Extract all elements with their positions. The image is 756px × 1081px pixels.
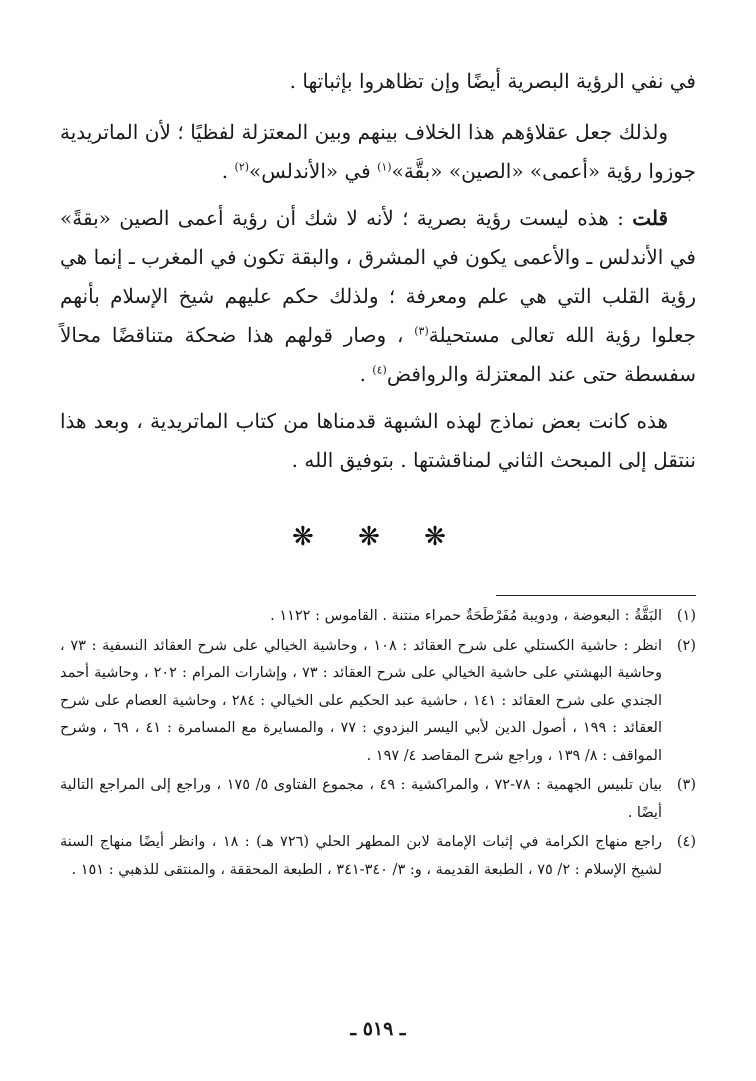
paragraph-4-text: هذه كانت بعض نماذج لهذه الشبهة قدمناها من كتاب الماتريدية ، وبعد هذا ننتقل إلى المبحث الثاني لمناقشتها . بتوفيق الله .	[60, 409, 696, 472]
paragraph-2-mid: في «الأندلس»	[249, 159, 378, 183]
footnote-ref-3[interactable]: (٣)	[414, 324, 429, 338]
footnotes	[60, 603, 696, 886]
footnote-3	[60, 772, 696, 827]
paragraph-2-end: .	[221, 159, 235, 183]
page-body	[60, 62, 696, 552]
section-separator: ❋ ❋ ❋	[292, 522, 464, 552]
footnote-number: (١)	[676, 608, 696, 624]
paragraph-1	[60, 62, 696, 101]
footnote-ref-4[interactable]: (٤)	[372, 363, 387, 377]
footnote-number: (٣)	[676, 777, 696, 793]
footnote-text: البَقَّةُ : البعوضة ، ودويبة مُفَرْطَحَةٌ حمراء منتنة . القاموس : ١١٢٢ .	[270, 608, 662, 624]
paragraph-2	[60, 113, 696, 191]
paragraph-2-text: ولذلك جعل عقلاؤهم هذا الخلاف بينهم وبين المعتزلة لفظيًا ؛ لأن الماتريدية جوزوا رؤية «أعمى» «الصين» «بقَّة»	[60, 120, 696, 183]
footnote-text: انظر : حاشية الكستلي على شرح العقائد : ١٠٨ ، وحاشية الخيالي على شرح العقائد النسفية : ٧٣ ، وحاشية البهشتي على حاشية الخيالي على شرح العقائد : ٧٣ ، وإشارات المرام : ٢٠٢ ، وحاشية أحمد الجندي على شرح العقائد : ١٤١ ، حاشية عبد الحكيم على الخيالي : ٢٨٤ ، وحاشية العصام على شرح العقائد : ١٩٩ ، أصول الدين لأبي اليسر البزدوي : ٧٧ ، والمسايرة مع المسامرة : ٤١ ، ٦٩ ، وشرح المواقف : ٨/ ١٣٩ ، وراجع شرح المقاصد ٤/ ١٩٧ .	[60, 637, 663, 764]
paragraph-3-lead: قلت	[632, 206, 669, 230]
footnote-ref-2[interactable]: (٢)	[234, 160, 250, 174]
paragraph-3-mid: ، وصار قولهم هذا ضحكة متناقضًا محالاً سفسطة حتى عند المعتزلة والروافض	[60, 323, 696, 386]
footnote-number: (٤)	[676, 834, 696, 850]
page-number: ـ ٥١٩ ـ	[350, 1018, 406, 1040]
footnote-4	[60, 829, 696, 884]
footnote-text: بيان تلبيس الجهمية : ٧٨-٧٢ ، والمراكشية : ٤٩ ، مجموع الفتاوى ٥/ ١٧٥ ، وراجع إلى المراجع التالية أيضًا .	[60, 777, 662, 821]
paragraph-4	[60, 402, 696, 480]
paragraph-1-text: في نفي الرؤية البصرية أيضًا وإن تظاهروا بإثباتها .	[289, 69, 696, 93]
footnote-1	[60, 603, 696, 631]
footnote-ref-1[interactable]: (١)	[377, 160, 392, 174]
paragraph-3-text: : هذه ليست رؤية بصرية ؛ لأنه لا شك أن رؤية أعمى الصين «بقةً» في الأندلس ـ والأعمى يكون في المشرق ، والبقة تكون في المغرب ـ إنما هي رؤية القلب التي هي علم ومعرفة ؛ ولذلك حكم عليهم شيخ الإسلام بأنهم جعلوا رؤية الله تعالى مستحيلة	[60, 206, 696, 347]
footnote-text: راجع منهاج الكرامة في إثبات الإمامة لابن المطهر الحلي (٧٢٦ هـ) : ١٨ ، وانظر أيضًا منهاج السنة لشيخ الإسلام : ٢/ ٧٥ ، الطبعة القديمة ، و: ٣/ ٣٤٠-٣٤١ ، الطبعة المحققة ، والمنتقى للذهبي : ١٥١ .	[60, 834, 662, 878]
footnote-divider	[496, 595, 696, 596]
footnote-2	[60, 633, 696, 771]
paragraph-3-end: .	[359, 362, 373, 386]
paragraph-3	[60, 199, 696, 394]
footnote-number: (٢)	[676, 637, 696, 654]
